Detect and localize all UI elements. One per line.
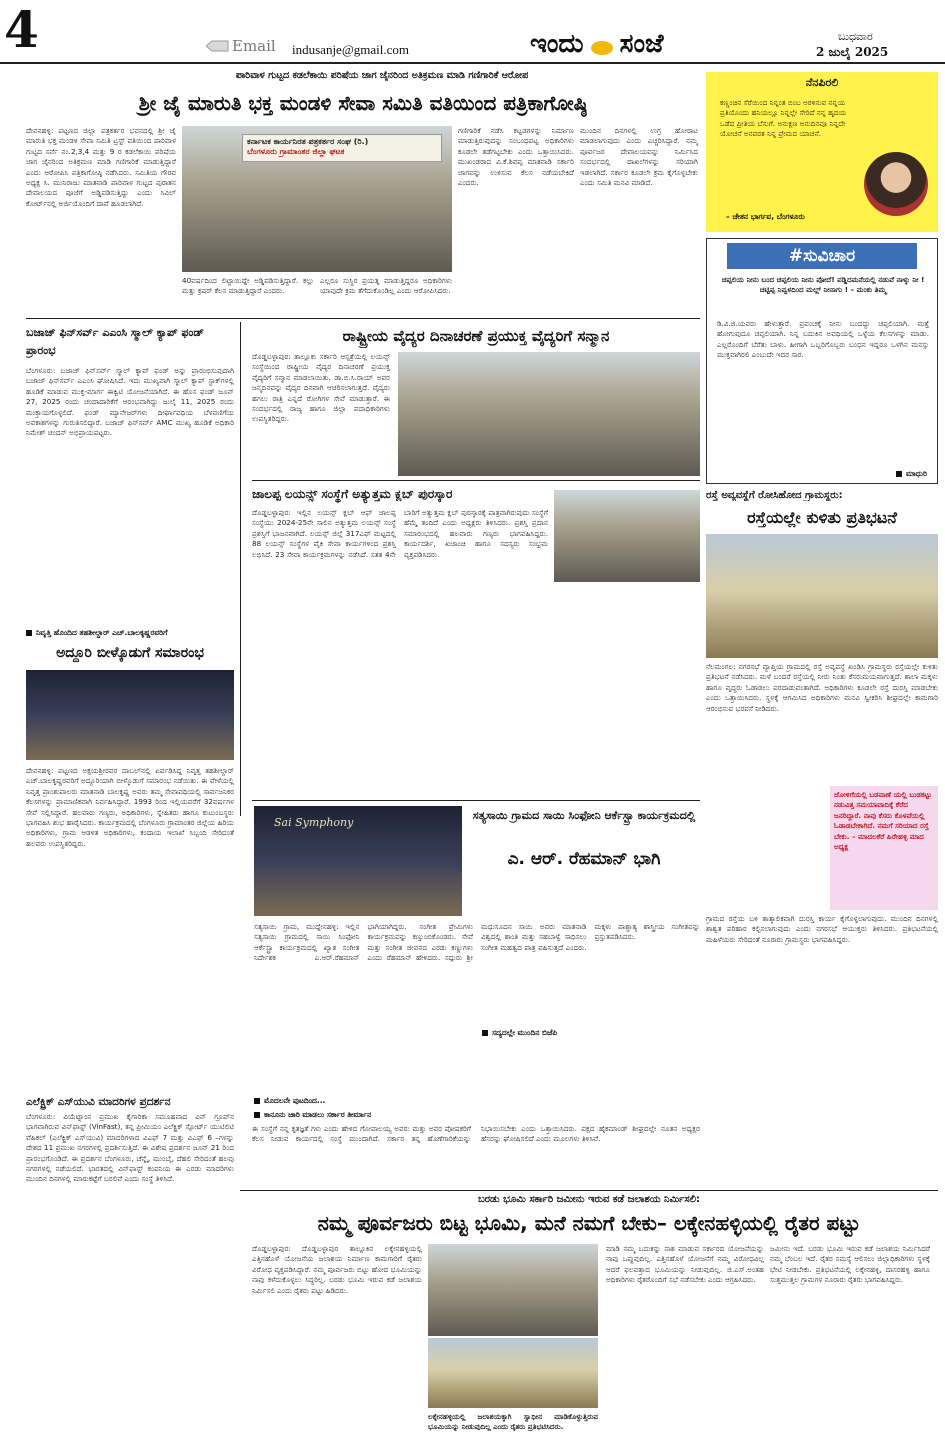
rahman-photo: [254, 806, 462, 916]
lead-col-1: ದೇವನಹಳ್ಳಿ: ಪಟ್ಟಣದ ಜಿಲ್ಲಾ ಪತ್ರಕರ್ತರ ಭವನದಲ್ಲಿ ಶ್ರೀ ಜೈ ಮಾರುತಿ ಭಕ್ತ ಮಂಡಳಿ ಸೇವಾ ಸಮಿತಿ ಟ್ರಸ್ಟ್ ವತಿಯಿಂದ ಪಾರಿವಾಳ ಗುಟ್ಟದ ಸರ್ವೆ ನಂ.2,3,4 ಮತ್ತು 9 ರ ಕಡಲೆಕಾಯಿ ಪರಿಷೆಯ ಜಾಗ ಜೈನರಿಂದ ಅತಿಕ್ರಮಣ ಮಾಡಿ ಗಣಿಗಾರಿಕೆ ಮಾಡುತ್ತಿದ್ದಾರೆ ಎಂದು ಆರೋಪಿಸಿ ಪತ್ರಿಕಾಗೋಷ್ಠಿ ನಡೆಸಿದರು. ಸಮಿತಿಯ ಗೌರವ ಅಧ್ಯಕ್ಷ ಸಿ. ಮುನಿರಾಜು ಮಾತನಾಡಿ ಪಾರಿವಾಳ ಗುಟ್ಟದ ಪುರಾತನ ದೇವಾಲಯದ ಪೂಜೆಗೆ ಅಡ್ಡಿಪಡಿಸುತ್ತಿದ್ದು ಎಂದು ಸಿವಿಲ್ ಕೋರ್ಟ್‌ನಲ್ಲಿ ಅರ್ಜಿಯೊಂದಿಗೆ ದಾವೆ ಹೂಡಲಾಗಿದೆ.: [26, 126, 176, 208]
doctors-body: ದೊಡ್ಡಬಳ್ಳಾಪುರ: ತಾಲ್ಲೂಕು ಸರ್ಕಾರಿ ಆಸ್ಪತ್ರೆಯಲ್ಲಿ ಲಯನ್ಸ್ ಸಂಸ್ಥೆಯಿಂದ ರಾಷ್ಟ್ರೀಯ ವೈದ್ಯರ ದಿನಾಚರಣೆ ಪ್ರಯುಕ್ತ ವೈದ್ಯರಿಗೆ ಸನ್ಮಾನ ಮಾಡಲಾಯಿತು. ಡಾ.ಬಿ.ಸಿ.ರಾಯ್ ಅವರ ಜನ್ಮದಿನವನ್ನು ವೈದ್ಯರ ದಿನವಾಗಿ ಆಚರಿಸಲಾಗುತ್ತದೆ. ವೈದ್ಯರು ಹಗಲು ರಾತ್ರಿ ಎನ್ನದೆ ರೋಗಿಗಳ ಸೇವೆ ಮಾಡುತ್ತಾರೆ. ಈ ಸಂದರ್ಭದಲ್ಲಿ ರಾಜ್ಯ ಹಾಗೂ ಜಿಲ್ಲಾ ಪದಾಧಿಕಾರಿಗಳು ಉಪಸ್ಥಿತರಿದ್ದರು.: [252, 352, 390, 424]
square-bullet: [482, 1030, 488, 1036]
rule-above-rahman: [252, 800, 700, 801]
villagers-headline: ರಸ್ತೆಯಲ್ಲೇ ಕುಳಿತು ಪ್ರತಿಭಟನೆ: [747, 508, 897, 527]
nenapirali-title: ನೆನಪಿರಲಿ: [805, 76, 839, 89]
sub-kicker-1-text: ಮೊದಲನೇ ಪುಟದಿಂದ...: [264, 1096, 326, 1105]
bottom-headline: ನಮ್ಮ ಪೂರ್ವಜರು ಬಿಟ್ಟ ಭೂಮಿ, ಮನೆ ನಮಗೆ ಬೇಕು– ಲಕ್ಕೇನಹಳ್ಳಿಯಲ್ಲಿ ರೈತರ ಪಟ್ಟು: [317, 1211, 861, 1235]
nenapirali-body: ಕಣ್ಣಂಚಿನ ಸೆರೆಯಿಂದ ನಿನ್ನಂತ ಬಿಂಬ ಅರಳಿಸುವ ನನ್ನಯ ಪ್ರತಿಯೊಂದು ಹನಿಯಲ್ಲೂ ನಿನ್ನಲ್ಲೇ ಸೇರಿದೆ ನನ್ನ ಹೃದಯ ಒಡೆದ ಪ್ರೀತಿಯ ಬೆಸುಗೆ. ಅನುಕ್ಷಣ ಅನುದಿನವೂ ನಿನ್ನದೇ ಯೋಚನೆ ಅನವರತ ನಿನ್ನ ಪ್ರೇಮದ ಯಾಚನೆ.: [720, 98, 847, 139]
lead-story: [26, 68, 700, 314]
villagers-body-left: [706, 786, 824, 910]
sub-body: ಈ ಸಂಸ್ಥೆಗೆ ನನ್ನ ಕೃತಜ್ಞತೆ ಗಳು ಎಂದು ಹೇಳಿದ ಗೋಪಾಲಯ್ಯ ಅವರು ಮತ್ತು ಅವರ ಪೋಷಕರಿಗೆ ಕೆಲಸ ನೀಡುವ ಕಾರ್ಯದಲ್ಲಿ ಸಂಸ್ಥೆ ಮುಂದಾಗಿದೆ. ಸರ್ಕಾರ ತನ್ನ ಹೊಣೆಗಾರಿಕೆಯನ್ನು ನಿಭಾಯಿಸಬೇಕು ಎಂದು ಒತ್ತಾಯಿಸಿದರು. ಪಕ್ಷದ ಹೈಕಮಾಂಡ್ ಶೀಘ್ರದಲ್ಲೇ ನೂತನ ಅಧ್ಯಕ್ಷರ ಹೆಸರನ್ನು ಘೋಷಿಸಲಿದೆ ಎಂದು ಮೂಲಗಳು ತಿಳಿಸಿವೆ.: [252, 1124, 700, 1144]
bajaj-headline: ಬಜಾಜ್ ಫಿನ್‌ಸರ್ವ್ ಎಎಂಸಿ ಸ್ಮಾಲ್ ಕ್ಯಾಪ್ ಫಂಡ್ ಪ್ರಾರಂಭ: [26, 326, 204, 357]
lead-photo-banner: [242, 134, 442, 162]
lead-headline: ಶ್ರೀ ಜೈ ಮಾರುತಿ ಭಕ್ತ ಮಂಡಳಿ ಸೇವಾ ಸಮಿತಿ ವತಿಯಿಂದ ಪತ್ರಿಕಾಗೋಷ್ಠಿ: [138, 91, 588, 115]
rahman-headline: ಎ. ಆರ್. ರೆಹಮಾನ್ ಭಾಗಿ: [507, 849, 661, 869]
lead-kicker: ಪಾರಿವಾಳ ಗುಟ್ಟದ ಕಡಲೆಕಾಯಿ ಪರಿಷೆಯ ಜಾಗ ಜೈನರಿಂದ ಅತಿಕ್ರಮಣ ಮಾಡಿ ಗಣಿಗಾರಿಕೆ ಆರೋಪ: [235, 70, 529, 81]
banner-line-1: ಕರ್ನಾಟಕ ಕಾರ್ಯನಿರತ ಪತ್ರಕರ್ತರ ಸಂಘ (ರಿ.): [247, 137, 369, 146]
bottom-col-3: ಮಾಡಿ ನಮ್ಮ ಬದುಕನ್ನು ನಾಶ ಮಾಡುವ ಸರ್ಕಾರದ ಯೋಜನೆಯನ್ನು ನಾವು ಒಪ್ಪುವುದಿಲ್ಲ. ಎತ್ತಿನಹೊಳೆ ಯೋಜನೆಗೆ ನಮ್ಮ ವಿರೋಧವಿಲ್ಲ ಆದರೆ ಫಲವತ್ತಾದ ಭೂಮಿಯನ್ನು ನೀಡುವುದಿಲ್ಲ. ಜಿ.ಎಸ್.ಅಂತಹ ಅಧಿಕಾರಿಗಳು ರೈತರೊಂದಿಗೆ ಸಭೆ ನಡೆಸಬೇಕು ಎಂದು ಆಗ್ರಹಿಸಿದರು.: [606, 1244, 764, 1285]
sub-kicker-2: [254, 1110, 474, 1120]
suvichara-title: #ಸುವಿಚಾರ: [727, 243, 917, 269]
lions-headline: ಜಾಲಪ್ಪ ಲಯನ್ಸ್ ಸಂಸ್ಥೆಗೆ ಅತ್ಯುತ್ತಮ ಕ್ಲಬ್ ಪುರಸ್ಕಾರ: [252, 487, 453, 501]
email-address[interactable]: indusanje@gmail.com: [292, 42, 410, 57]
bottom-photo-caption: ಲಕ್ಕೇನಹಳ್ಳಿಯಲ್ಲಿ ಜಲಾಶಯಕ್ಕಾಗಿ ಸ್ವಾಧೀನ ಮಾಡಿಕೊಳ್ಳುತ್ತಿರುವ ಭೂಮಿಯನ್ನು ನೀಡುವುದಿಲ್ಲ ಎಂದು ರೈತರು ಪ್ರತಿಭಟಿಸಿದರು.: [428, 1412, 598, 1432]
lions-photo: [554, 490, 700, 582]
paper-name-left: ಇಂದು: [530, 29, 584, 59]
banner-line-2: ಬೆಂಗಳೂರು ಗ್ರಾಮಾಂತರ ಜಿಲ್ಲಾ ಘಟಕ: [247, 147, 345, 156]
doctors-photo: [398, 352, 700, 476]
lions-body-right: [554, 588, 700, 794]
lead-col-3: ಗಣಿಗಾರಿಕೆ ನಡೆಸಿ ಕಟ್ಟಡಗಳನ್ನು ನಿರ್ಮಾಣ ಮಾಡುತ್ತಿರುವುದನ್ನು ಸಂಬಂಧಪಟ್ಟ ಅಧಿಕಾರಿಗಳು ಕೂಡಲೇ ತಡೆಗಟ್ಟಬೇಕು ಎಂದು ಒತ್ತಾಯಿಸಿದರು. ಮುಖಂಡರಾದ ವಿ.ಕೆ.ಶಿವಪ್ಪ ಮಾತನಾಡಿ ಸರ್ಕಾರಿ ಜಾಗವನ್ನು ಉಳಿಸುವ ಕೆಲಸ ನಡೆಯಬೇಕಿದೆ ಎಂದರು.: [458, 126, 574, 188]
doctors-headline: ರಾಷ್ಟ್ರೀಯ ವೈದ್ಯರ ದಿನಾಚರಣೆ ಪ್ರಯುಕ್ತ ವೈದ್ಯರಿಗೆ ಸನ್ಮಾನ: [342, 327, 610, 345]
suvichara-quote: ಚಪ್ಪಲಿಯ ನೀನು ಬಂದ ಚಪ್ಪಲಿಯ ನೀನು ಪೋದೆ! ಪಡ್ಡಿದಮನೆಯಲ್ಲಿ ನಡುವೆ ನಾಳ್ಕು ನೀ ! ಚಟ್ಟಿಪ್ಪ ನಿವ್ವಳದಿಂದ ಮಲ್ಲ್ ನೀನಾಗು ! – ಮಂಕು ತಿಮ್ಮ: [721, 275, 925, 295]
adduru-photo: [26, 670, 234, 760]
nenapirali-author: – ಚೇತನ ಭಾರ್ಗವ, ಬೆಂಗಳೂರು: [726, 212, 805, 221]
paper-name-right: ಸಂಜೆ: [619, 29, 664, 59]
vinfast-headline: ಎಲೆಕ್ಟ್ರಿಕ್ ಎಸ್‌ಯುವಿ ಮಾದರಿಗಳ ಪ್ರದರ್ಶನ: [26, 1096, 171, 1108]
villagers-story: [706, 490, 938, 1104]
rule-left-column: [240, 322, 241, 816]
masthead: [0, 0, 945, 66]
rule-above-bottom: [240, 1190, 938, 1191]
villagers-body: ನೆಲಮಂಗಲ: ನಗರಸಭೆ ವ್ಯಾಪ್ತಿಯ ಗ್ರಾಮದಲ್ಲಿ ರಸ್ತೆ ಅವ್ಯವಸ್ಥೆ ಖಂಡಿಸಿ ಗ್ರಾಮಸ್ಥರು ರಸ್ತೆಯಲ್ಲೇ ಕುಳಿತು ಪ್ರತಿಭಟನೆ ನಡೆಸಿದರು. ಮಳೆ ಬಂದರೆ ರಸ್ತೆಯಲ್ಲಿ ನೀರು ನಿಂತು ಕೆಸರುಮಯವಾಗುತ್ತದೆ. ಶಾಲಾ ಮಕ್ಕಳು ಹಾಗೂ ವೃದ್ಧರು ಓಡಾಡಲು ಪರದಾಡುವಂತಾಗಿದೆ. ಅಧಿಕಾರಿಗಳು ಕೂಡಲೇ ರಸ್ತೆ ದುರಸ್ತಿ ಮಾಡಬೇಕು ಎಂದು ಒತ್ತಾಯಿಸಿದರು. ಸ್ಥಳಕ್ಕೆ ಆಗಮಿಸಿದ ಅಧಿಕಾರಿಗಳು ಮನವಿ ಸ್ವೀಕರಿಸಿ ಶೀಘ್ರದಲ್ಲೇ ಕಾಮಗಾರಿ ಆರಂಭಿಸುವ ಭರವಸೆ ನೀಡಿದರು.: [706, 662, 938, 713]
suvichara-signature-text: ಮಾಧುರಿ: [906, 469, 927, 478]
suvichara-body: ಡಿ.ವಿ.ಜಿ.ಯವರು ಹೇಳುತ್ತಾರೆ. ಪ್ರಪಂಚಕ್ಕೆ ನೀನು ಬಂದದ್ದು ಚಪ್ಪಲಿಯಾಗಿ. ಮತ್ತೆ ಹೋಗುವುದೂ ಚಪ್ಪಲಿಯಾಗಿ. ನಿನ್ನ ಬದುಕಿನ ಅವಧಿಯಲ್ಲಿ ಒಳ್ಳೆಯ ಕೆಲಸಗಳನ್ನು ಮಾಡು. ಎಲ್ಲರೊಂದಿಗೆ ಬೆರೆತು ಬಾಳು. ಹೀಗಾಗಿ ಒಬ್ಬರಿಗೊಬ್ಬರು ಬಂಧನ ಇದ್ದರೂ ಒಳಗಿನ ಮನಸ್ಸು ಮುಕ್ತವಾಗಿರಲಿ ಎಂಬುದೇ ಇದರ ಸಾರ.: [717, 319, 929, 360]
square-bullet: [254, 1112, 260, 1118]
villagers-pullquote-text: ಜೋಳಿಗೆಯಲ್ಲಿ ಬಡವಾಣೆ ಯಲ್ಲಿ ಬುಡಕಟ್ಟು ನಡುವಿತ್ತ ಸಮಯಾವಾದಿಕ್ಕೆ ಕೆರೆದ ಜನರಿದ್ದಾರೆ. ನಾವು ಕೆಸರು ಕೊಳವೆಯಲ್ಲಿ ಓಡಾಡಬೇಕಾಗಿದೆ. ನಮಗೆ ಸರಿಯಾದ ರಸ್ತೆ ಬೇಕು. – ಮಾದಲಕೆರೆ ಹಿರೇಹಳ್ಳಿ ಮಾದ ಅಧ್ಯಕ್ಷ: [834, 790, 932, 852]
adduru-headline: ಅದ್ದೂರಿ ಬೀಳ್ಕೊಡುಗೆ ಸಮಾರಂಭ: [56, 645, 204, 661]
bottom-photo-1: [428, 1244, 598, 1336]
email-label: Email: [232, 37, 276, 55]
stage-text: Sai Symphony: [274, 816, 354, 829]
bottom-kicker: ಬರಡು ಭೂಮಿ ಸರ್ಕಾರಿ ಜಮೀನು ಇರುವ ಕಡೆ ಜಲಾಶಯ ನಿರ್ಮಿಸಲಿ:: [477, 1194, 700, 1205]
lead-photo: [182, 126, 452, 272]
square-bullet: [896, 471, 902, 477]
sub-kicker-3: [482, 1028, 700, 1038]
doctors-story: [252, 324, 700, 476]
bajaj-body: ಬೆಂಗಳೂರು: ಬಜಾಜ್ ಫಿನ್‌ಸರ್ವ್ ಸ್ಮಾಲ್ ಕ್ಯಾಪ್ ಫಂಡ್ ಅನ್ನು ಪ್ರಾರಂಭಿಸುವುದಾಗಿ ಬಜಾಜ್ ಫಿನ್‌ಸರ್ವ್ ಎಎಂಸಿ ಘೋಷಿಸಿದೆ. ಇದು ಮುಖ್ಯವಾಗಿ ಸ್ಮಾಲ್ ಕ್ಯಾಪ್ ಸ್ಟಾಕ್‌ಗಳಲ್ಲಿ ಹೂಡಿಕೆ ಮಾಡುವ ಮುಕ್ತ-ಮಾರ್ಗ ಈಕ್ವಿಟಿ ಯೋಜನೆಯಾಗಿದೆ. ಈ ಹೊಸ ಫಂಡ್ ಜೂನ್ 27, 2025 ರಂದು ಚಂದಾದಾರಿಕೆಗೆ ಆರಂಭವಾಗಿದ್ದು ಜುಲೈ 11, 2025 ರಂದು ಮುಕ್ತಾಯಗೊಳ್ಳಲಿದೆ. ಫಂಡ್ ಮ್ಯಾನೇಜರ್‌ಗಳು ದೀರ್ಘಾವಧಿಯ ಬೆಳವಣಿಗೆಯ ಅವಕಾಶಗಳನ್ನು ಗುರುತಿಸಲಿದ್ದಾರೆ. ಬಜಾಜ್ ಫಿನ್‌ಸರ್ವ್ AMC ಮುಖ್ಯ ಹೂಡಿಕೆ ಅಧಿಕಾರಿ ನಿಮೇಶ್ ಚಂದನ್ ಅಭಿಪ್ರಾಯಪಟ್ಟರು.: [26, 366, 234, 438]
author-portrait: [864, 152, 928, 216]
bottom-story: [240, 1190, 938, 1442]
adduru-body: ದೇವನಹಳ್ಳಿ: ಪಟ್ಟಣದ ಅಕ್ಷಯಶ್ರೀರವರ ದಾಬಲ್‌ನಲ್ಲಿ ಏರ್ಪಡಿಸಿದ್ದ ನಿವೃತ್ತ ತಹಶೀಲ್ದಾರ್ ಎಚ್.ಬಾಲಕೃಷ್ಣರವರಿಗೆ ಅದ್ದೂರಿಯಾಗಿ ಬೀಳ್ಕೊಡುಗೆ ಸಮಾರಂಭ ನಡೆಯಿತು. ಈ ವೇಳೆಯಲ್ಲಿ ನಿವೃತ್ತ ಪ್ರಾಂಶುಪಾಲರು ಮಾತನಾಡಿ ಬಾಲಕೃಷ್ಣ ಅವರು ತಮ್ಮ ಸೇವಾವಧಿಯಲ್ಲಿ ಸಾರ್ವಜನಿಕರ ಕೆಲಸಗಳನ್ನು ಪ್ರಾಮಾಣಿಕವಾಗಿ ನಿರ್ವಹಿಸಿದ್ದಾರೆ. 1993 ರಿಂದ ಇಲ್ಲಿಯವರೆಗೆ 32ವರ್ಷಗಳ ಸೇವೆ ಸಲ್ಲಿಸಿದ್ದಾರೆ. ಹಲವಾರು ಗಣ್ಯರು, ಅಧಿಕಾರಿಗಳು, ಸ್ನೇಹಿತರು ಹಾಗೂ ಕುಟುಂಬಸ್ಥರು ಭಾಗವಹಿಸಿ ಶುಭ ಹಾರೈಸಿದರು. ಕಾರ್ಯಕ್ರಮದಲ್ಲಿ ಬೆಂಗಳೂರು ಗ್ರಾಮಾಂತರ ಜಿಲ್ಲೆಯ ಹಿರಿಯ ಅಧಿಕಾರಿಗಳು, ಗ್ರಾಮ ಆಡಳಿತ ಅಧಿಕಾರಿಗಳು, ಕಂದಾಯ ಇಲಾಖೆ ಸಿಬ್ಬಂದಿ ಸೇರಿದಂತೆ ಹಲವರು ಉಪಸ್ಥಿತರಿದ್ದರು.: [26, 766, 234, 848]
rahman-story: [252, 800, 700, 1094]
adduru-story: [26, 628, 234, 1090]
sub-kicker-3-text: ಸದ್ಯದಲ್ಲೇ ಮುಂದಿನ ಬಿಜೆಪಿ: [492, 1028, 558, 1037]
bottom-photo-2: [428, 1338, 598, 1408]
suvichara-signature: [896, 469, 927, 479]
lions-body: ದೊಡ್ಡಬಳ್ಳಾಪುರ: ಇಲ್ಲಿನ ಲಯನ್ಸ್ ಕ್ಲಬ್ ಆಫ್ ಜಾಲಪ್ಪ ಸಂಸ್ಥೆಯು 2024-25ನೇ ಸಾಲಿನ ಅತ್ಯುತ್ತಮ ಲಯನ್ಸ್ ಸಂಸ್ಥೆ ಪ್ರಶಸ್ತಿಗೆ ಭಾಜನವಾಗಿದೆ. ಲಯನ್ಸ್ ಜಿಲ್ಲೆ 317ಎಫ್ ಮಟ್ಟದಲ್ಲಿ 88 ಲಯನ್ಸ್ ಸಂಸ್ಥೆಗಳ ಪೈಕಿ ಸೇವಾ ಕಾರ್ಯಗಳಿಂದ ಪ್ರಶಸ್ತಿ ಲಭಿಸಿದೆ. 23 ಸೇವಾ ಕಾರ್ಯಕ್ರಮಗಳನ್ನು ನಡೆಸಿದೆ. ಸತತ 4ನೇ ಬಾರಿಗೆ ಅತ್ಯುತ್ತಮ ಕ್ಲಬ್ ಪುರಸ್ಕಾರಕ್ಕೆ ಪಾತ್ರವಾಗಿರುವುದು ಸಂಸ್ಥೆಗೆ ಹೆಮ್ಮೆ ತಂದಿದೆ ಎಂದು ಅಧ್ಯಕ್ಷರು ತಿಳಿಸಿದರು. ಪ್ರಶಸ್ತಿ ಪ್ರದಾನ ಸಮಾರಂಭದಲ್ಲಿ ಹಲವಾರು ಗಣ್ಯರು ಭಾಗವಹಿಸಿದ್ದರು. ಕಾರ್ಯದರ್ಶಿ, ಖಜಾಂಚಿ ಹಾಗೂ ಸದಸ್ಯರು ಸಂಭ್ರಮ ವ್ಯಕ್ತಪಡಿಸಿದರು.: [252, 508, 548, 559]
rule-under-lead: [26, 318, 700, 319]
rahman-body: ಸತ್ಯಸಾಯಿ ಗ್ರಾಮ, ಮುದ್ದೇನಹಳ್ಳಿ: ಇಲ್ಲಿನ ಸತ್ಯಸಾಯಿ ಗ್ರಾಮದಲ್ಲಿ ಸಾಯಿ ಸಿಂಫೋನಿ ಆರ್ಕೆಸ್ಟ್ರಾ ಕಾರ್ಯಕ್ರಮದಲ್ಲಿ ಖ್ಯಾತ ಸಂಗೀತ ನಿರ್ದೇಶಕ ಎ.ಆರ್.ರೆಹಮಾನ್ ಭಾಗಿಯಾಗಿದ್ದರು. ಸಂಗೀತ ಪ್ರೇಮಿಗಳು ಕಾರ್ಯಕ್ರಮವನ್ನು ಕಣ್ತುಂಬಿಕೊಂಡರು. ಸೇವೆ ಮತ್ತು ಸಂಗೀತ ಜೀವನದ ಎರಡು ಕಣ್ಣುಗಳು ಎಂದು ರೆಹಮಾನ್ ಹೇಳಿದರು. ಸದ್ಗುರು ಶ್ರೀ ಮಧುಸೂದನ ಸಾಯಿ ಅವರು ಮಾತನಾಡಿ ವಿಶ್ವದಲ್ಲಿ ಶಾಂತಿ ಮತ್ತು ಸಹಬಾಳ್ವೆ ಸಾಧಿಸಲು ಸಂಗೀತ ಮಹತ್ವದ ಪಾತ್ರ ವಹಿಸುತ್ತದೆ ಎಂದರು. ಮಕ್ಕಳು ಪಾಶ್ಚಾತ್ಯ ಶಾಸ್ತ್ರೀಯ ಸಂಗೀತವನ್ನು ಪ್ರಸ್ತುತಪಡಿಸಿದರು.: [254, 922, 700, 963]
bottom-col-4: ಜಮೀನು ಇದೆ. ಬರಡು ಭೂಮಿ ಇರುವ ಕಡೆ ಜಲಾಶಯ ನಿರ್ಮಿಸಿದರೆ ನಮ್ಮ ಬೆಂಬಲ ಇದೆ. ರೈತರ ಸಮಸ್ಯೆ ಆಲಿಸಲು ಜಿಲ್ಲಾಧಿಕಾರಿಗಳು ಸ್ಥಳಕ್ಕೆ ಭೇಟಿ ನೀಡಬೇಕು. ಪ್ರತಿಭಟನೆಯಲ್ಲಿ ಲಕ್ಕೇನಹಳ್ಳಿ, ದಾಸರಹಳ್ಳಿ ಹಾಗೂ ಸುತ್ತಮುತ್ತಲ ಗ್ರಾಮಗಳ ನೂರಾರು ರೈತರು ಭಾಗವಹಿಸಿದ್ದರು.: [770, 1244, 930, 1285]
sub-kicker-2-text: ಕಾನೂನು ಜಾರಿ ಮಾಡಲು ಸರ್ಕಾರ ತೀರ್ಮಾನ: [264, 1110, 372, 1119]
adduru-kicker-text: ನಿವೃತ್ತಿ ಹೊಂದಿದ ತಹಶೀಲ್ದಾರ್ ಎಚ್.ಬಾಲಕೃಷ್ಣರವರಿಗೆ: [36, 628, 168, 637]
villagers-pullquote: [830, 786, 938, 910]
lead-col-4: ಮುಂದಿನ ದಿನಗಳಲ್ಲಿ ಉಗ್ರ ಹೋರಾಟ ಮಾಡಲಾಗುವುದು ಎಂದು ಎಚ್ಚರಿಸಿದ್ದಾರೆ. ನಮ್ಮ ಪೂರ್ವಜರ ದೇವಾಲಯವನ್ನು ನಿರ್ಮಿಸಿದ ಸಂದರ್ಭದಲ್ಲಿ ದಾಖಲೆಗಳನ್ನು ಸರಿಯಾಗಿ ಇಡಲಾಗಿದೆ. ಸರ್ಕಾರ ಕೂಡಲೇ ಕ್ರಮ ಕೈಗೊಳ್ಳಬೇಕು ಎಂದು ಸಮಿತಿ ಮನವಿ ಮಾಡಿದೆ.: [580, 126, 698, 188]
villagers-photo: [706, 534, 938, 658]
vinfast-body: ಬೆಂಗಳೂರು: ವಿಯೆಟ್ನಾಂನ ಪ್ರಮುಖ ಕೈಗಾರಿಕಾ ಸಮೂಹವಾದ ವಿನ್ ಗ್ರೂಪ್‌ನ ಭಾಗವಾಗಿರುವ ವಿನ್‌ಫಾಸ್ಟ್ (VinFast), ತನ್ನ ಪ್ರೀಮಿಯಂ ಎಲೆಕ್ಟ್ರಿಕ್ ಸ್ಪೋರ್ಟ್ ಯುಟಿಲಿಟಿ ವೆಹಿಕಲ್ (ಎಲೆಕ್ಟ್ರಿಕ್ ಎಸ್‌ಯುವಿ) ಮಾದರಿಗಳಾದ ವಿಎಫ್ 7 ಮತ್ತು ವಿಎಫ್ 6 –ಗಳನ್ನು ದೇಶದ 11 ಪ್ರಮುಖ ನಗರಗಳಲ್ಲಿ ಪ್ರದರ್ಶಿಸುತ್ತಿದೆ. ಈ ವಿಶೇಷ ಪ್ರದರ್ಶನ ಜೂನ್ 21 ರಿಂದ ಪ್ರಾರಂಭಗೊಂಡಿದೆ. ಈ ಪ್ರದರ್ಶನ ಬೆಂಗಳೂರು, ಚೆನ್ನೈ, ಮುಂಬೈ, ದೆಹಲಿ ಸೇರಿದಂತೆ ಹಲವು ನಗರಗಳಲ್ಲಿ ನಡೆಯಲಿದೆ. ಭಾರತದಲ್ಲಿ ವಿನ್‌ಫಾಸ್ಟ್ ಕಂಪನಿಯ ಈ ಎರಡು ಮಾದರಿಗಳು ಮುಂದಿನ ದಿನಗಳಲ್ಲಿ ಮಾರುಕಟ್ಟೆಗೆ ಬರಲಿವೆ ಎಂದು ಸಂಸ್ಥೆ ತಿಳಿಸಿದೆ.: [26, 1112, 234, 1184]
issue-date: 2 ಜುಲೈ 2025: [816, 45, 889, 59]
masthead-rule: [0, 62, 945, 64]
sub-kicker-1: [254, 1096, 454, 1106]
lions-story: [252, 484, 700, 794]
bottom-col-1: ದೊಡ್ಡಬಳ್ಳಾಪುರ: ದೊಡ್ಡಬಳ್ಳಾಪುರ ತಾಲ್ಲೂಕಿನ ಲಕ್ಕೇನಹಳ್ಳಿಯಲ್ಲಿ ಎತ್ತಿನಹೊಳೆ ಯೋಜನೆಯ ಜಲಾಶಯ ನಿರ್ಮಾಣ ಕಾಮಗಾರಿಗೆ ರೈತರು ವಿರೋಧ ವ್ಯಕ್ತಪಡಿಸಿದ್ದಾರೆ. ನಮ್ಮ ಪೂರ್ವಜರು ಬಿಟ್ಟು ಹೋದ ಭೂಮಿಯನ್ನು ನಾವು ಕಳೆದುಕೊಳ್ಳಲು ಸಿದ್ಧರಿಲ್ಲ. ಬರಡು ಭೂಮಿ ಇರುವ ಕಡೆ ಜಲಾಶಯ ನಿರ್ಮಿಸಲಿ ಎಂದು ರೈತರು ಪಟ್ಟು ಹಿಡಿದರು.: [252, 1244, 422, 1295]
villagers-kicker: ರಸ್ತೆ ಅವ್ಯವಸ್ಥೆಗೆ ರೋಸಿಹೋದ ಗ್ರಾಮಸ್ಥರು:: [706, 490, 843, 501]
page-number: 4: [4, 0, 39, 59]
pencil-icon: [206, 38, 230, 52]
issue-day: ಬುಧವಾರ: [838, 30, 873, 43]
lead-under-photo-2: ಎಲ್ಲರೂ ಸುಸ್ಥಿರ ಪ್ರಯತ್ನ ಮಾಡುತ್ತಿದ್ದರೂ ಅಧಿಕಾರಿಗಳು ಯಾವುದೇ ಕ್ರಮ ತೆಗೆದುಕೊಂಡಿಲ್ಲ ಎಂದು ಆರೋಪಿಸಿದರು.: [320, 276, 452, 296]
vinfast-story: [26, 1094, 234, 1434]
logo-swirl: [591, 41, 613, 55]
villagers-body-2: ಗ್ರಾಮದ ರಸ್ತೆಯ ಬಳಿ ತಾತ್ಕಾಲಿಕವಾಗಿ ದುರಸ್ತಿ ಕಾರ್ಯ ಕೈಗೊಳ್ಳಲಾಗುವುದು. ಮುಂದಿನ ದಿನಗಳಲ್ಲಿ ಶಾಶ್ವತ ಪರಿಹಾರ ಕಲ್ಪಿಸಲಾಗುವುದು ಎಂದು ನಗರಸಭೆ ಆಯುಕ್ತರು ತಿಳಿಸಿದರು. ಪ್ರತಿಭಟನೆಯಲ್ಲಿ ಮಹಿಳೆಯರು ಸೇರಿದಂತೆ ನೂರಾರು ಗ್ರಾಮಸ್ಥರು ಭಾಗವಹಿಸಿದ್ದರು.: [706, 914, 938, 944]
lead-under-photo-1: 40ವರ್ಷದಿಂದ ಲಿಟ್ಟಾಯಿದ್ದೇ ಅಡ್ಡಿಪಡಿಸುತ್ತಿದ್ದಾರೆ. ಕಲ್ಲು ಮತ್ತು ಕ್ರಷರ್ ಕೆಲಸ ಮಾಡುತ್ತಿದ್ದಾರೆ ಎಂದರು.: [182, 276, 314, 296]
adduru-kicker: [26, 628, 234, 638]
square-bullet: [26, 630, 32, 636]
rule-under-doctors: [252, 480, 700, 481]
suvichara-box: [706, 238, 938, 484]
rahman-kicker: ಸತ್ಯಸಾಯಿ ಗ್ರಾಮದ ಸಾಯಿ ಸಿಂಫೋನಿ ಆರ್ಕೆಸ್ಟ್ರಾ ಕಾರ್ಯಕ್ರಮದಲ್ಲಿ: [472, 809, 696, 822]
nenapirali-box: [706, 72, 938, 232]
bajaj-story: [26, 324, 234, 624]
paper-logo: [530, 27, 800, 61]
square-bullet: [254, 1098, 260, 1104]
